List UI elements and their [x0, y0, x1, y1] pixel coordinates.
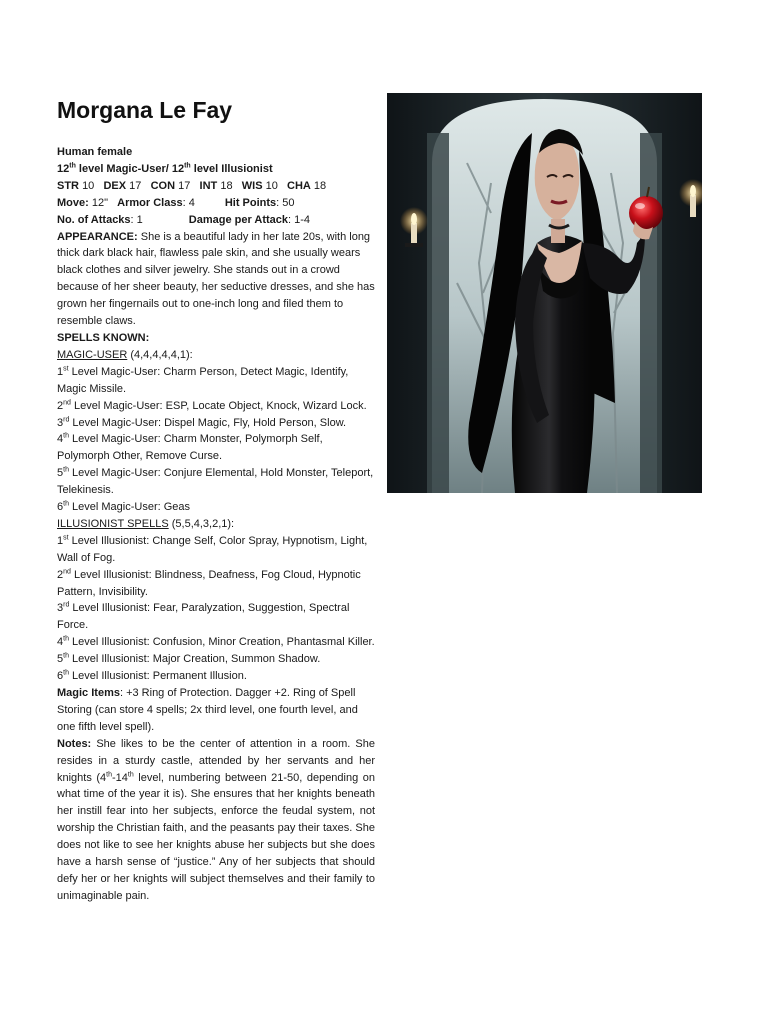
illusionist-level-5: 5th Level Illusionist: Major Creation, Summon Shadow. [57, 652, 321, 666]
magic-user-level-6: 6th Level Magic-User: Geas [57, 500, 191, 514]
illusionist-level-1: 1st Level Illusionist: Change Self, Color Spray, Hypnotism, Light, Wall of Fog. [57, 534, 368, 564]
magic-user-level-3: 3rd Level Magic-User: Dispel Magic, Fly, Hold Person, Slow. [57, 415, 347, 429]
notes-paragraph: Notes: She likes to be the center of attention in a room. She resides in a sturdy castle, attended by her servants and her knights (4th-14th level, numbering between 21-50, depending on what time of the year it is). She ensures that her knights beneath her instill fear into her subjects, enforce the feudal system, not worship the Christian faith, and the peasants pay their taxes. She does not like to see her knights abuse her subjects but she does have a harsh sense of “justice.” Any of her subjects that should defy her or her knights will subject themselves and their family to unimaginable pain. [57, 737, 375, 902]
illusionist-level-6: 6th Level Illusionist: Permanent Illusion. [57, 669, 247, 683]
movement-line: Move: 12" Armor Class: 4 Hit Points: 50 [57, 196, 295, 209]
magic-user-level-2: 2nd Level Magic-User: ESP, Locate Object, Knock, Wizard Lock. [57, 398, 367, 412]
ability-scores-line: STR 10 DEX 17 CON 17 INT 18 WIS 10 CHA 18 [57, 179, 327, 192]
illusionist-level-4: 4th Level Illusionist: Confusion, Minor Creation, Phantasmal Killer. [57, 635, 375, 649]
spells-known-heading: SPELLS KNOWN: [57, 331, 150, 344]
class-line: 12th level Magic-User/ 12th level Illusionist [57, 162, 273, 175]
magic-user-level-1: 1st Level Magic-User: Charm Person, Detect Magic, Identify, Magic Missile. [57, 365, 349, 395]
illusionist-level-2: 2nd Level Illusionist: Blindness, Deafness, Fog Cloud, Hypnotic Pattern, Invisibility. [57, 568, 361, 598]
illusionist-level-3: 3rd Level Illusionist: Fear, Paralyzation, Suggestion, Spectral Force. [57, 601, 350, 632]
magic-user-level-5: 5th Level Magic-User: Conjure Elemental, Hold Monster, Teleport, Telekinesis. [57, 466, 374, 497]
sorceress-portrait-image [387, 93, 702, 493]
magic-user-spells-heading: MAGIC-USER (4,4,4,4,4,1): [57, 348, 193, 361]
page-title: Morgana Le Fay [57, 97, 233, 123]
character-stat-block [57, 144, 375, 905]
magic-user-level-4: 4th Level Magic-User: Charm Monster, Polymorph Self, Polymorph Other, Remove Curse. [57, 432, 323, 463]
attacks-line: No. of Attacks: 1 Damage per Attack: 1-4 [57, 213, 311, 226]
race-line: Human female [57, 146, 133, 158]
appearance-paragraph: APPEARANCE: She is a beautiful lady in her late 20s, with long thick dark black hair, flawless pale skin, and she usually wears black clothes and silver jewelry. She stands out in a crowd because of her sheer beauty, her seductive dresses, and she has grown her fingernails out to one-inch long and filed them to resemble claws. [57, 230, 375, 328]
illusionist-spells-heading: ILLUSIONIST SPELLS (5,5,4,3,2,1): [57, 517, 235, 530]
magic-items-paragraph: Magic Items: +3 Ring of Protection. Dagger +2. Ring of Spell Storing (can store 4 spells; 2x third level, one fourth level, and one fifth level spell). [57, 687, 358, 733]
